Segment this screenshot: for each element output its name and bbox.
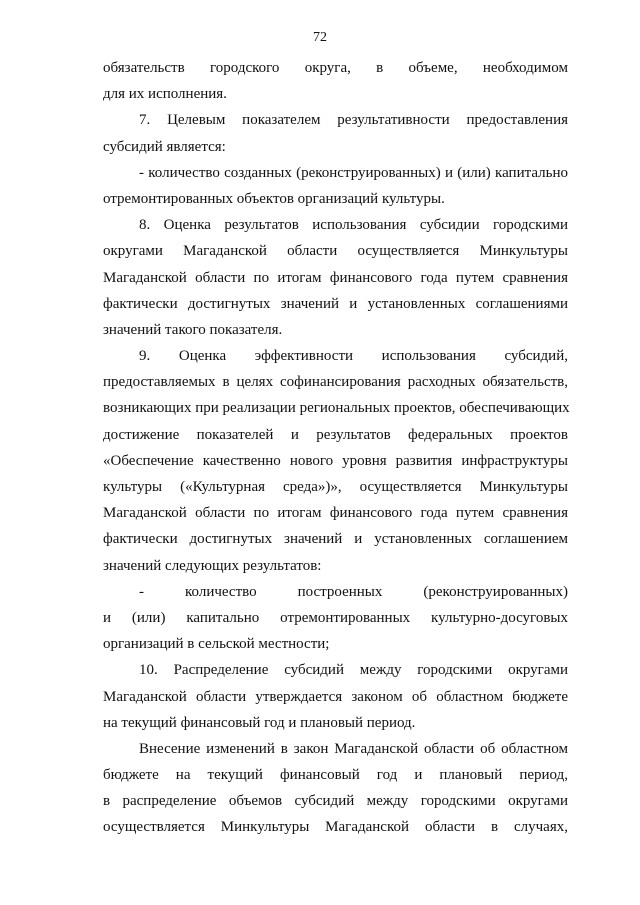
text-line: предоставляемых в целях софинансирования расходных обязательств, [103, 374, 568, 391]
text-line: Магаданской области утверждается законом об областном бюджете [103, 688, 568, 705]
text-line: 10. Распределение субсидий между городскими округами [139, 662, 568, 679]
text-line: 7. Целевым показателем результативности предоставления [139, 112, 568, 129]
text-line: достижение показателей и результатов федеральных проектов [103, 426, 568, 443]
text-line: культуры («Культурная среда»)», осуществляется Минкультуры [103, 479, 568, 495]
text-line: и (или) капитально отремонтированных культурно-досуговых [103, 609, 568, 626]
page-number: 72 [313, 30, 327, 45]
text-line: фактически достигнутых значений и установленных соглашениями [103, 295, 568, 312]
text-line: фактически достигнутых значений и установленных соглашением [103, 531, 568, 548]
text-line: 9. Оценка эффективности использования субсидий, [139, 348, 568, 365]
text-line: для их исполнения. [103, 86, 227, 103]
text-line: значений такого показателя. [103, 321, 283, 338]
text-line: организаций в сельской местности; [103, 636, 330, 653]
text-line: отремонтированных объектов организаций культуры. [103, 190, 445, 207]
text-line: значений следующих результатов: [103, 557, 322, 574]
text-line: «Обеспечение качественно нового уровня развития инфраструктуры [103, 452, 568, 469]
text-line: на текущий финансовый год и плановый период. [103, 714, 416, 731]
text-line: Внесение изменений в закон Магаданской области об областном [139, 740, 568, 757]
text-line: 8. Оценка результатов использования субсидии городскими [139, 217, 568, 234]
body-text [103, 55, 568, 841]
text-line: возникающих при реализации региональных проектов, обеспечивающих [103, 400, 570, 417]
text-line: обязательств городского округа, в объеме, необходимом [103, 60, 568, 76]
text-line: субсидий является: [103, 138, 226, 155]
text-line: в распределение объемов субсидий между городскими округами [103, 793, 568, 810]
text-line: округами Магаданской области осуществляется Минкультуры [103, 243, 568, 260]
text-line: - количество построенных (реконструированных) [139, 583, 568, 600]
text-line: осуществляется Минкультуры Магаданской области в случаях, [103, 819, 568, 836]
text-line: бюджете на текущий финансовый год и плановый период, [103, 767, 568, 784]
text-line: Магаданской области по итогам финансового года путем сравнения [103, 505, 568, 522]
text-line: - количество созданных (реконструированных) и (или) капитально [139, 164, 568, 181]
text-line: Магаданской области по итогам финансового года путем сравнения [103, 269, 568, 286]
